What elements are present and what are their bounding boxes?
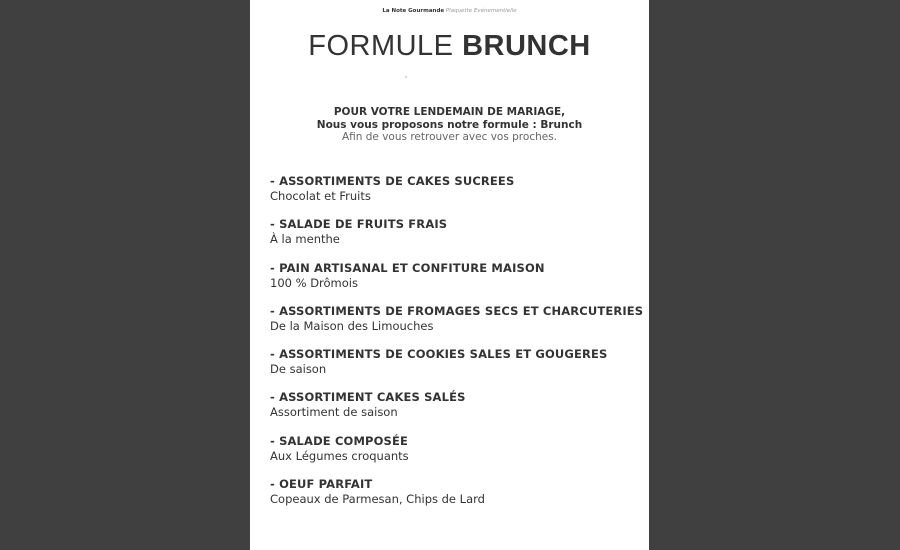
title-light-word: FORMULE bbox=[308, 30, 454, 62]
menu-item-title: - ASSORTIMENTS DE COOKIES SALES ET GOUGERES bbox=[270, 347, 608, 362]
brand-tagline: Plaquette Evénementielle bbox=[445, 8, 517, 14]
menu-item-title: - PAIN ARTISANAL ET CONFITURE MAISON bbox=[270, 260, 545, 275]
menu-item bbox=[270, 390, 640, 433]
menu-item-title: - SALADE DE FRUITS FRAIS bbox=[270, 217, 448, 232]
menu-item-description: Aux Légumes croquants bbox=[270, 448, 409, 463]
menu-item bbox=[270, 217, 640, 260]
menu-item bbox=[270, 174, 640, 217]
intro-line-2: Nous vous proposons notre formule : Brunch bbox=[316, 118, 583, 131]
menu-item bbox=[270, 347, 640, 390]
title-bold-word: BRUNCH bbox=[462, 30, 591, 62]
intro-line-1: POUR VOTRE LENDEMAIN DE MARIAGE, bbox=[333, 106, 566, 118]
menu-item bbox=[270, 434, 640, 477]
menu-item bbox=[270, 261, 640, 304]
brand-name: La Note Gourmande bbox=[382, 8, 445, 14]
menu-item-description: Chocolat et Fruits bbox=[270, 189, 371, 203]
decorative-dot bbox=[405, 76, 407, 78]
intro-line-3: Afin de vous retrouver avec vos proches. bbox=[341, 131, 558, 143]
page-title bbox=[250, 28, 649, 64]
menu-item-title: - ASSORTIMENT CAKES SALÉS bbox=[270, 390, 466, 405]
menu-list bbox=[270, 174, 644, 520]
menu-item-description: 100 % Drômois bbox=[270, 275, 358, 290]
menu-item-title: - SALADE COMPOSÉE bbox=[270, 433, 409, 448]
menu-item-description: De la Maison des Limouches bbox=[270, 318, 434, 333]
menu-item-title: - ASSORTIMENTS DE FROMAGES SECS ET CHARCUTERIES bbox=[270, 303, 644, 318]
document-page bbox=[250, 0, 649, 550]
menu-item bbox=[270, 303, 644, 347]
menu-item-description: De saison bbox=[270, 362, 327, 377]
menu-item-description: À la menthe bbox=[270, 232, 340, 247]
menu-item-title: - OEUF PARFAIT bbox=[270, 477, 373, 492]
menu-item-description: Assortiment de saison bbox=[270, 405, 398, 420]
menu-item-title: - ASSORTIMENTS DE CAKES SUCREES bbox=[270, 174, 515, 188]
intro-text bbox=[250, 106, 649, 144]
menu-item-description: Copeaux de Parmesan, Chips de Lard bbox=[270, 492, 485, 507]
menu-item bbox=[270, 477, 640, 520]
page-header bbox=[250, 7, 649, 15]
